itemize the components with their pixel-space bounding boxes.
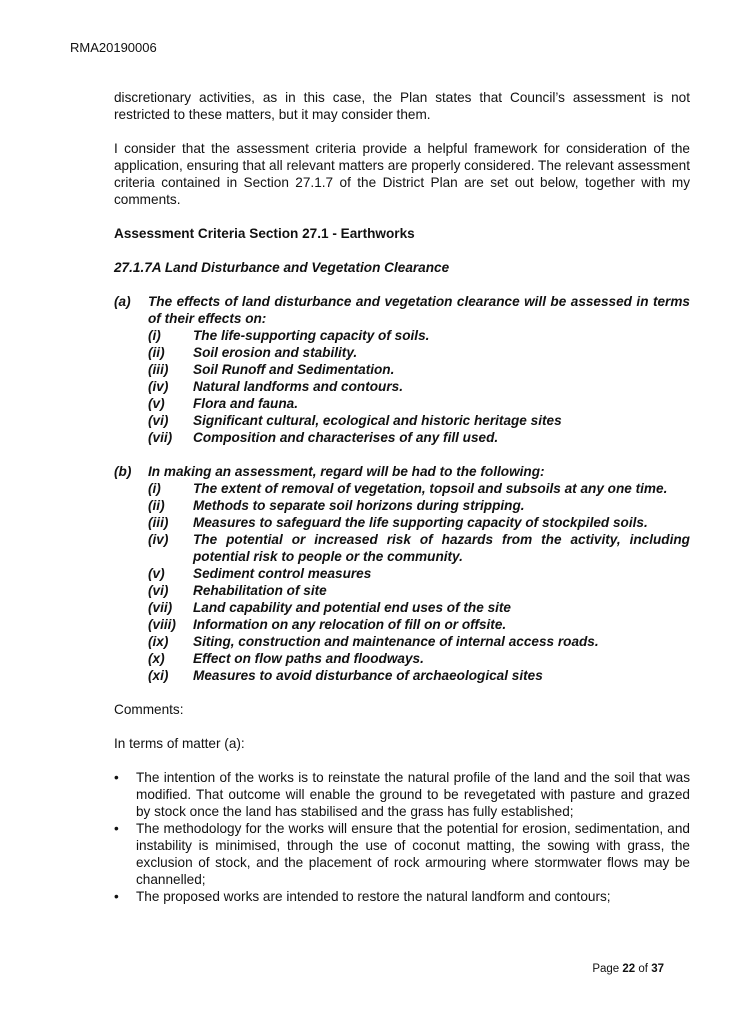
item-text: Rehabilitation of site bbox=[193, 583, 327, 598]
criterion-a-item bbox=[148, 344, 690, 361]
item-text: Measures to safeguard the life supporting capacity of stockpiled soils. bbox=[193, 515, 648, 530]
current-page: 22 bbox=[622, 963, 636, 975]
criterion-b-item bbox=[148, 497, 690, 514]
item-label: (i) bbox=[148, 481, 161, 496]
criterion-a-header bbox=[114, 293, 690, 327]
list-item bbox=[114, 769, 690, 820]
criterion-a-item bbox=[148, 361, 690, 378]
criterion-a-item bbox=[148, 378, 690, 395]
criteria-subheading: 27.1.7A Land Disturbance and Vegetation Clearance bbox=[114, 260, 450, 275]
item-text: Sediment control measures bbox=[193, 566, 372, 581]
criterion-b-item bbox=[148, 667, 690, 684]
criterion-a-item bbox=[148, 429, 690, 446]
item-text: Soil Runoff and Sedimentation. bbox=[193, 362, 395, 377]
criterion-a-label: (a) bbox=[114, 294, 131, 309]
bullet-text: The proposed works are intended to restore the natural landform and contours; bbox=[136, 889, 611, 904]
item-text: The extent of removal of vegetation, topsoil and subsoils at any one time. bbox=[193, 481, 668, 496]
total-pages: 37 bbox=[651, 963, 664, 975]
comments-label: Comments: bbox=[114, 702, 184, 717]
criterion-b-item bbox=[148, 565, 690, 582]
intro-paragraph-1: discretionary activities, as in this case, the Plan states that Council’s assessment is not restricted to these matters, but it may consider them. bbox=[114, 90, 690, 122]
criterion-b-item bbox=[148, 531, 690, 565]
item-text: The potential or increased risk of hazards from the activity, including potential risk to people or the community. bbox=[193, 532, 690, 564]
list-item bbox=[114, 820, 690, 888]
page-number-footer bbox=[592, 963, 664, 975]
document-reference: RMA20190006 bbox=[70, 40, 157, 55]
criterion-b-item bbox=[148, 582, 690, 599]
page-content bbox=[114, 89, 690, 905]
criterion-b-label: (b) bbox=[114, 464, 132, 479]
criterion-b-item bbox=[148, 650, 690, 667]
item-label: (vi) bbox=[148, 413, 169, 428]
item-label: (ix) bbox=[148, 634, 169, 649]
item-label: (v) bbox=[148, 566, 165, 581]
criterion-a bbox=[114, 293, 690, 446]
item-text: Siting, construction and maintenance of internal access roads. bbox=[193, 634, 599, 649]
bullet-icon: • bbox=[114, 770, 119, 785]
section-heading: Assessment Criteria Section 27.1 - Earthworks bbox=[114, 226, 415, 241]
item-text: Flora and fauna. bbox=[193, 396, 298, 411]
item-text: Composition and characterises of any fill used. bbox=[193, 430, 499, 445]
item-label: (vii) bbox=[148, 430, 173, 445]
item-text: Effect on flow paths and floodways. bbox=[193, 651, 424, 666]
criterion-b-item bbox=[148, 480, 690, 497]
item-label: (viii) bbox=[148, 617, 176, 632]
criterion-b bbox=[114, 463, 690, 684]
item-text: Information on any relocation of fill on or offsite. bbox=[193, 617, 507, 632]
bullet-text: The methodology for the works will ensure that the potential for erosion, sedimentation, and instability is minimised, through the use of coconut matting, the sowing with grass, the exclusion of stock, and the placement of rock armouring where stormwater flows may be channelled; bbox=[136, 821, 690, 887]
criterion-a-item bbox=[148, 327, 690, 344]
bullet-icon: • bbox=[114, 821, 119, 836]
item-text: Significant cultural, ecological and historic heritage sites bbox=[193, 413, 562, 428]
item-text: Natural landforms and contours. bbox=[193, 379, 403, 394]
item-text: Land capability and potential end uses of the site bbox=[193, 600, 511, 615]
item-label: (ii) bbox=[148, 498, 165, 513]
criterion-a-text: The effects of land disturbance and vegetation clearance will be assessed in terms of their effects on: bbox=[148, 294, 690, 326]
criterion-b-item bbox=[148, 599, 690, 616]
item-text: The life-supporting capacity of soils. bbox=[193, 328, 430, 343]
item-label: (iv) bbox=[148, 532, 169, 547]
item-label: (vii) bbox=[148, 600, 173, 615]
bullet-icon: • bbox=[114, 889, 119, 904]
item-label: (iii) bbox=[148, 515, 169, 530]
criterion-b-header bbox=[114, 463, 690, 480]
item-text: Methods to separate soil horizons during stripping. bbox=[193, 498, 525, 513]
page-of-label: of bbox=[638, 963, 648, 975]
item-label: (i) bbox=[148, 328, 161, 343]
page-label: Page bbox=[592, 963, 620, 975]
comment-bullet-list bbox=[114, 769, 690, 905]
criterion-b-item bbox=[148, 633, 690, 650]
item-label: (iii) bbox=[148, 362, 169, 377]
criterion-b-item bbox=[148, 616, 690, 633]
item-text: Measures to avoid disturbance of archaeological sites bbox=[193, 668, 543, 683]
list-item bbox=[114, 888, 690, 905]
intro-paragraph-2: I consider that the assessment criteria provide a helpful framework for consideration of the application, ensuring that all relevant matters are properly considered. The relevant assessment criteria contained in Section 27.1.7 of the District Plan are set out below, together with my comments. bbox=[114, 141, 690, 207]
item-label: (iv) bbox=[148, 379, 169, 394]
criterion-a-item bbox=[148, 412, 690, 429]
matter-intro: In terms of matter (a): bbox=[114, 736, 245, 751]
criterion-a-item bbox=[148, 395, 690, 412]
item-label: (vi) bbox=[148, 583, 169, 598]
item-label: (xi) bbox=[148, 668, 169, 683]
item-label: (ii) bbox=[148, 345, 165, 360]
criterion-b-item bbox=[148, 514, 690, 531]
criterion-b-text: In making an assessment, regard will be had to the following: bbox=[148, 464, 545, 479]
item-label: (v) bbox=[148, 396, 165, 411]
bullet-text: The intention of the works is to reinstate the natural profile of the land and the soil that was modified. That outcome will enable the ground to be revegetated with pasture and grazed by stock once the land has stabilised and the grass has fully established; bbox=[136, 770, 690, 819]
item-text: Soil erosion and stability. bbox=[193, 345, 358, 360]
item-label: (x) bbox=[148, 651, 165, 666]
